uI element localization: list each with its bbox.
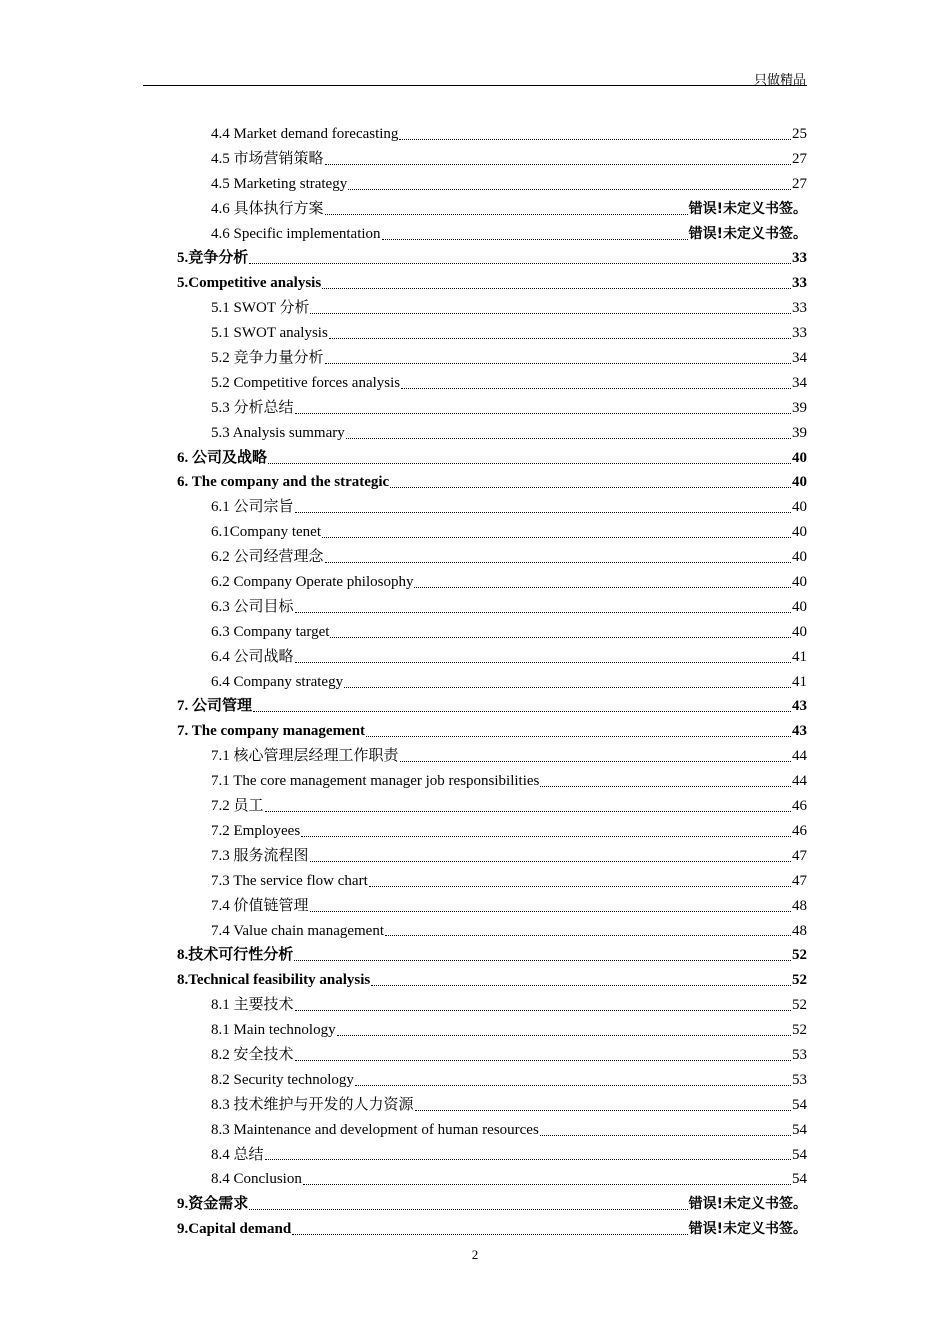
toc-entry-title: 8.2 安全技术 bbox=[211, 1046, 294, 1063]
toc-leader-dots bbox=[303, 1184, 791, 1185]
toc-entry-page: 40 bbox=[792, 449, 807, 466]
toc-leader-dots bbox=[295, 413, 791, 414]
toc-entry-title: 7.1 核心管理层经理工作职责 bbox=[211, 748, 399, 765]
toc-entry-title: 8.Technical feasibility analysis bbox=[177, 972, 371, 989]
toc-entry-page: 27 bbox=[792, 150, 807, 167]
toc-entry-page: 40 bbox=[792, 524, 807, 541]
toc-entry-title: 5.2 Competitive forces analysis bbox=[211, 374, 401, 391]
toc-leader-dots bbox=[322, 288, 791, 289]
toc-entry-page: 34 bbox=[792, 350, 807, 367]
toc-entry[interactable] bbox=[177, 396, 807, 421]
toc-leader-dots bbox=[390, 487, 791, 488]
toc-leader-dots bbox=[301, 836, 791, 837]
toc-leader-dots bbox=[292, 1234, 687, 1235]
toc-entry[interactable] bbox=[177, 446, 807, 471]
toc-entry[interactable] bbox=[177, 1143, 807, 1168]
toc-entry[interactable] bbox=[177, 968, 807, 993]
toc-entry-page: 48 bbox=[792, 897, 807, 914]
toc-leader-dots bbox=[369, 886, 791, 887]
toc-entry[interactable] bbox=[177, 894, 807, 919]
toc-entry-title: 6.1 公司宗旨 bbox=[211, 499, 294, 516]
toc-entry-page: 33 bbox=[792, 325, 807, 342]
toc-leader-dots bbox=[294, 960, 791, 961]
toc-leader-dots bbox=[322, 537, 791, 538]
toc-entry[interactable] bbox=[177, 570, 807, 595]
toc-leader-dots bbox=[540, 786, 791, 787]
toc-entry-title: 7.3 服务流程图 bbox=[211, 847, 309, 864]
toc-entry[interactable] bbox=[177, 296, 807, 321]
toc-entry[interactable] bbox=[177, 844, 807, 869]
toc-entry[interactable] bbox=[177, 147, 807, 172]
toc-entry-page: 52 bbox=[792, 947, 807, 964]
toc-leader-dots bbox=[540, 1135, 791, 1136]
toc-leader-dots bbox=[346, 438, 791, 439]
toc-leader-dots bbox=[415, 1110, 791, 1111]
toc-entry-page: 39 bbox=[792, 424, 807, 441]
toc-entry-title: 6.3 Company target bbox=[211, 623, 330, 640]
toc-leader-dots bbox=[355, 1085, 791, 1086]
toc-leader-dots bbox=[295, 662, 791, 663]
toc-entry-page: 错误!未定义书签。 bbox=[688, 200, 807, 217]
toc-entry-title: 7. 公司管理 bbox=[177, 698, 253, 715]
toc-leader-dots bbox=[268, 463, 791, 464]
toc-entry-title: 5.3 Analysis summary bbox=[211, 424, 345, 441]
toc-leader-dots bbox=[310, 911, 791, 912]
toc-entry-page: 43 bbox=[792, 698, 807, 715]
toc-leader-dots bbox=[330, 637, 791, 638]
toc-entry-page: 52 bbox=[792, 1022, 807, 1039]
toc-entry-title: 6.2 Company Operate philosophy bbox=[211, 574, 414, 591]
toc-entry-page: 43 bbox=[792, 723, 807, 740]
toc-entry[interactable] bbox=[177, 1192, 807, 1217]
toc-leader-dots bbox=[348, 189, 791, 190]
toc-entry[interactable] bbox=[177, 620, 807, 645]
toc-entry-page: 40 bbox=[792, 474, 807, 491]
toc-entry-title: 6. The company and the strategic bbox=[177, 474, 390, 491]
toc-entry-title: 8.4 Conclusion bbox=[211, 1171, 302, 1188]
toc-entry-title: 9.资金需求 bbox=[177, 1196, 249, 1213]
toc-entry-title: 7.2 员工 bbox=[211, 798, 264, 815]
toc-leader-dots bbox=[325, 363, 791, 364]
toc-entry-title: 7.4 Value chain management bbox=[211, 922, 384, 939]
toc-entry[interactable] bbox=[177, 1068, 807, 1093]
toc-entry-page: 44 bbox=[792, 748, 807, 765]
toc-entry-title: 8.4 总结 bbox=[211, 1146, 264, 1163]
toc-entry[interactable] bbox=[177, 744, 807, 769]
toc-entry-title: 7.3 The service flow chart bbox=[211, 872, 368, 889]
toc-entry[interactable] bbox=[177, 769, 807, 794]
toc-entry-page: 46 bbox=[792, 822, 807, 839]
toc-entry[interactable] bbox=[177, 271, 807, 296]
toc-leader-dots bbox=[329, 338, 791, 339]
toc-entry[interactable] bbox=[177, 520, 807, 545]
toc-entry-page: 52 bbox=[792, 997, 807, 1014]
toc-entry[interactable] bbox=[177, 694, 807, 719]
toc-entry-page: 41 bbox=[792, 673, 807, 690]
toc-entry-title: 5.3 分析总结 bbox=[211, 399, 294, 416]
toc-leader-dots bbox=[295, 512, 791, 513]
toc-entry-page: 44 bbox=[792, 773, 807, 790]
toc-leader-dots bbox=[401, 388, 791, 389]
toc-entry-title: 8.1 主要技术 bbox=[211, 997, 294, 1014]
toc-entry-page: 48 bbox=[792, 922, 807, 939]
toc-entry-page: 40 bbox=[792, 574, 807, 591]
toc-entry-title: 5.1 SWOT 分析 bbox=[211, 300, 310, 317]
header-divider bbox=[143, 85, 807, 86]
toc-entry[interactable] bbox=[177, 1093, 807, 1118]
toc-entry-title: 6. 公司及战略 bbox=[177, 449, 268, 466]
toc-leader-dots bbox=[310, 861, 791, 862]
toc-entry-page: 40 bbox=[792, 598, 807, 615]
toc-leader-dots bbox=[382, 239, 688, 240]
toc-entry-title: 7. The company management bbox=[177, 723, 366, 740]
toc-entry-title: 5.竞争分析 bbox=[177, 250, 249, 267]
toc-entry[interactable] bbox=[177, 595, 807, 620]
table-of-contents bbox=[177, 122, 807, 1242]
toc-entry-title: 6.4 公司战略 bbox=[211, 648, 294, 665]
toc-entry-title: 8.2 Security technology bbox=[211, 1071, 354, 1088]
toc-entry[interactable] bbox=[177, 670, 807, 695]
toc-entry-title: 5.1 SWOT analysis bbox=[211, 325, 328, 342]
toc-entry[interactable] bbox=[177, 122, 807, 147]
toc-leader-dots bbox=[337, 1035, 791, 1036]
toc-leader-dots bbox=[265, 1159, 791, 1160]
toc-entry-page: 53 bbox=[792, 1071, 807, 1088]
toc-leader-dots bbox=[249, 1209, 687, 1210]
toc-entry-page: 错误!未定义书签。 bbox=[688, 1221, 807, 1238]
toc-entry-title: 6.2 公司经营理念 bbox=[211, 549, 324, 566]
toc-entry[interactable] bbox=[177, 719, 807, 744]
toc-leader-dots bbox=[400, 761, 791, 762]
toc-leader-dots bbox=[295, 612, 791, 613]
toc-entry[interactable] bbox=[177, 421, 807, 446]
toc-entry-page: 39 bbox=[792, 399, 807, 416]
toc-entry-title: 4.6 具体执行方案 bbox=[211, 200, 324, 217]
toc-entry-title: 4.4 Market demand forecasting bbox=[211, 126, 399, 142]
toc-leader-dots bbox=[399, 139, 791, 140]
toc-entry[interactable] bbox=[177, 495, 807, 520]
toc-entry-title: 7.4 价值链管理 bbox=[211, 897, 309, 914]
toc-entry-page: 错误!未定义书签。 bbox=[688, 1196, 807, 1213]
toc-entry[interactable] bbox=[177, 819, 807, 844]
toc-entry-page: 33 bbox=[792, 300, 807, 317]
toc-entry[interactable] bbox=[177, 1217, 807, 1242]
toc-entry[interactable] bbox=[177, 993, 807, 1018]
toc-entry[interactable] bbox=[177, 869, 807, 894]
toc-entry-title: 4.5 市场营销策略 bbox=[211, 150, 324, 167]
toc-entry-title: 8.1 Main technology bbox=[211, 1022, 336, 1039]
toc-entry-page: 错误!未定义书签。 bbox=[688, 225, 807, 242]
toc-entry[interactable] bbox=[177, 1043, 807, 1068]
toc-leader-dots bbox=[249, 263, 791, 264]
toc-entry-title: 4.6 Specific implementation bbox=[211, 225, 381, 242]
toc-leader-dots bbox=[265, 811, 791, 812]
toc-entry-page: 54 bbox=[792, 1096, 807, 1113]
toc-entry[interactable] bbox=[177, 172, 807, 197]
toc-entry-title: 4.5 Marketing strategy bbox=[211, 175, 348, 192]
toc-leader-dots bbox=[295, 1060, 791, 1061]
toc-entry[interactable] bbox=[177, 222, 807, 247]
toc-entry-page: 54 bbox=[792, 1146, 807, 1163]
toc-entry-page: 33 bbox=[792, 275, 807, 292]
toc-leader-dots bbox=[295, 1010, 791, 1011]
toc-entry-title: 8.3 Maintenance and development of human resources bbox=[211, 1121, 539, 1138]
toc-entry[interactable] bbox=[177, 943, 807, 968]
page-number: 2 bbox=[471, 1247, 479, 1262]
toc-entry-page: 25 bbox=[792, 126, 807, 142]
toc-entry-title: 7.2 Employees bbox=[211, 822, 301, 839]
toc-entry[interactable] bbox=[177, 1167, 807, 1192]
toc-entry[interactable] bbox=[177, 321, 807, 346]
toc-entry[interactable] bbox=[177, 545, 807, 570]
toc-entry[interactable] bbox=[177, 197, 807, 222]
toc-entry-page: 27 bbox=[792, 175, 807, 192]
toc-entry-page: 54 bbox=[792, 1171, 807, 1188]
toc-entry-title: 6.3 公司目标 bbox=[211, 598, 294, 615]
toc-entry-title: 6.1Company tenet bbox=[211, 524, 321, 541]
toc-leader-dots bbox=[414, 587, 791, 588]
toc-entry-page: 54 bbox=[792, 1121, 807, 1138]
toc-leader-dots bbox=[325, 562, 791, 563]
toc-leader-dots bbox=[310, 313, 791, 314]
toc-entry-page: 47 bbox=[792, 872, 807, 889]
toc-entry[interactable] bbox=[177, 919, 807, 944]
toc-entry-page: 33 bbox=[792, 250, 807, 267]
toc-entry-title: 9.Capital demand bbox=[177, 1221, 292, 1238]
toc-entry-page: 41 bbox=[792, 648, 807, 665]
toc-entry-title: 7.1 The core management manager job responsibilities bbox=[211, 773, 540, 790]
page-header-text: 只做精品 bbox=[753, 72, 806, 87]
toc-leader-dots bbox=[325, 164, 791, 165]
toc-entry[interactable] bbox=[177, 1118, 807, 1143]
toc-entry-title: 5.2 竞争力量分析 bbox=[211, 350, 324, 367]
toc-entry-title: 8.技术可行性分析 bbox=[177, 947, 294, 964]
toc-leader-dots bbox=[344, 687, 791, 688]
toc-entry-page: 53 bbox=[792, 1046, 807, 1063]
toc-entry[interactable] bbox=[177, 246, 807, 271]
toc-entry-page: 52 bbox=[792, 972, 807, 989]
toc-entry-page: 46 bbox=[792, 798, 807, 815]
toc-entry[interactable] bbox=[177, 470, 807, 495]
toc-leader-dots bbox=[371, 985, 791, 986]
toc-entry-page: 34 bbox=[792, 374, 807, 391]
toc-entry[interactable] bbox=[177, 346, 807, 371]
toc-entry-title: 6.4 Company strategy bbox=[211, 673, 344, 690]
toc-entry-title: 5.Competitive analysis bbox=[177, 275, 322, 292]
toc-leader-dots bbox=[366, 736, 791, 737]
toc-entry-page: 40 bbox=[792, 549, 807, 566]
toc-entry-title: 8.3 技术维护与开发的人力资源 bbox=[211, 1096, 414, 1113]
toc-entry[interactable] bbox=[177, 794, 807, 819]
toc-leader-dots bbox=[385, 935, 791, 936]
toc-entry[interactable] bbox=[177, 645, 807, 670]
toc-entry-page: 40 bbox=[792, 499, 807, 516]
toc-entry-page: 47 bbox=[792, 847, 807, 864]
toc-entry[interactable] bbox=[177, 371, 807, 396]
toc-entry[interactable] bbox=[177, 1018, 807, 1043]
toc-leader-dots bbox=[325, 214, 688, 215]
toc-leader-dots bbox=[253, 711, 791, 712]
toc-entry-page: 40 bbox=[792, 623, 807, 640]
